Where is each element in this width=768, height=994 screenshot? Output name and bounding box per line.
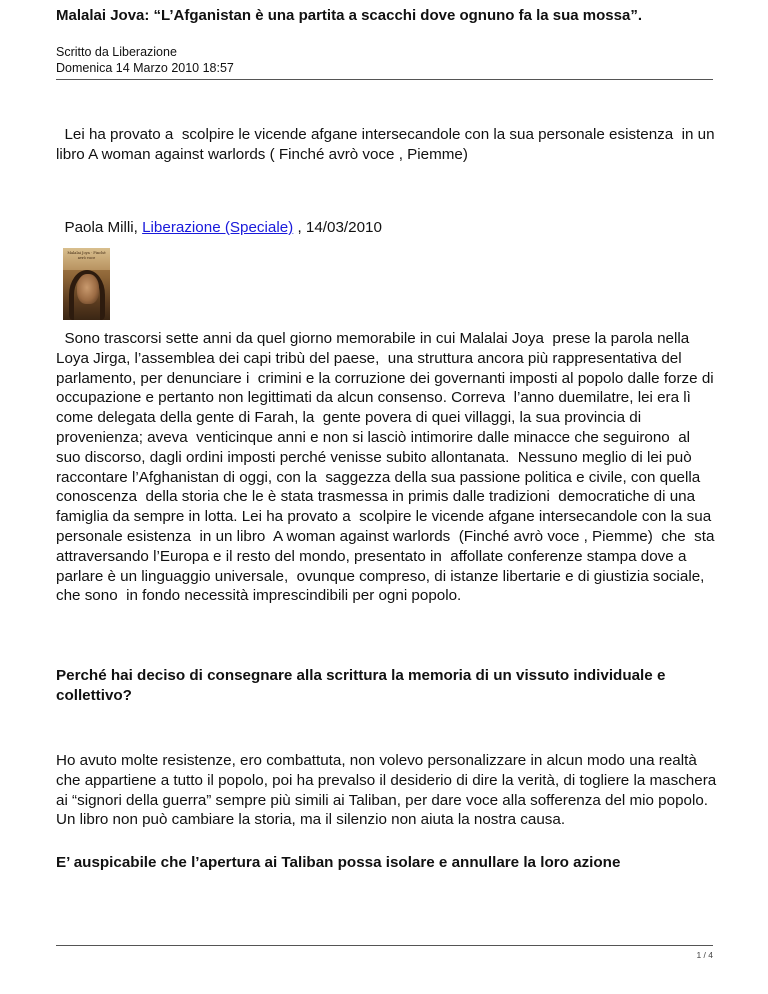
book-cover-image — [63, 248, 110, 320]
interview-question-1: Perché hai deciso di consegnare alla scrittura la memoria di un vissuto individuale e collettivo? — [56, 667, 666, 704]
byline-author: Paola Milli, — [56, 219, 143, 236]
page-number: 1 / 4 — [696, 950, 713, 960]
footer-divider — [56, 945, 713, 946]
document-title: Malalai Jova: “L’Afganistan è una partita a scacchi dove ognuno fa la sua mossa”. — [56, 7, 643, 24]
body-paragraph: Sono trascorsi sette anni da quel giorno memorabile in cui Malalai Joya prese la parola nella Loya Jirga, l’assemblea dei capi tribù del paese, una struttura ancora più rappresentativa del parlamento, per denunciare i crimini e la corruzione dei governanti imposti al popolo dalle forze di occupazione e pertanto non legittimati da alcun consenso. Correva l’anno duemilatre, lei era lì come delegata della gente di Farah, la gente povera di quei villaggi, la sua provincia di provenienza; aveva venticinque anni e non si lasciò intimorire dalle minacce che seguirono al suo discorso, dagli ordini imposti perché venisse subito allontanata. Nessuno meglio di lei può raccontare l’Afghanistan di oggi, con la saggezza della sua passione politica e civile, con quella conoscenza della storia che le è stata trasmessa in primis dalle tradizioni democratiche di una famiglia da sempre in lotta. Lei ha provato a scolpire le vicende afgane intersecandole con la sua personale esistenza in un libro A woman against warlords (Finché avrò voce , Piemme) che sta attraversando l’Europa e il resto del mondo, presentato in affollate conferenze stampa dove a parlare è un linguaggio universale, ovunque compreso, di istanze libertarie e di giustizia sociale, che sono in fondo necessità imprescindibili per ogni popolo. — [56, 330, 723, 605]
book-cover-portrait — [77, 274, 99, 304]
byline-date: , 14/03/2010 — [293, 219, 382, 236]
author-line: Scritto da Liberazione — [56, 45, 177, 59]
header-divider — [56, 79, 713, 80]
lead-paragraph: Lei ha provato a scolpire le vicende afgane intersecandole con la sua personale esistenza in un libro A woman against warlords ( Finché avrò voce , Piemme) — [56, 126, 719, 163]
byline — [56, 218, 718, 238]
interview-question-2: E’ auspicabile che l’apertura ai Taliban possa isolare e annullare la loro azione — [56, 854, 621, 871]
source-link[interactable]: Liberazione (Speciale) — [142, 219, 294, 236]
date-line: Domenica 14 Marzo 2010 18:57 — [56, 61, 234, 75]
interview-answer-1: Ho avuto molte resistenze, ero combattuta, non volevo personalizzare in alcun modo una realtà che appartiene a tutto il popolo, poi ha prevalso il desiderio di dire la verità, di togliere la maschera ai “signori della guerra” sempre più simili ai Taliban, per dare voce alla sofferenza del mio popolo. Un libro non può cambiare la storia, ma il silenzio non aiuta la nostra causa. — [56, 752, 717, 829]
book-cover-title: Malalai Joya · Finché avrò voce — [67, 251, 106, 260]
